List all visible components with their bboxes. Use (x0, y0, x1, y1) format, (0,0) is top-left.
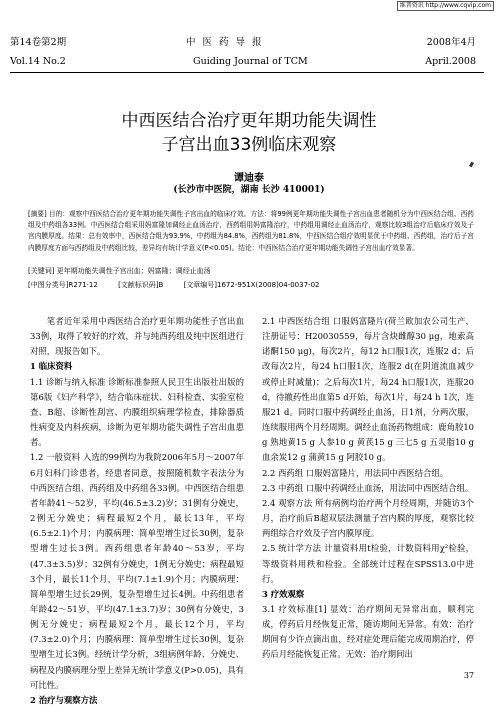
left-column-paragraph: 笔者近年采用中西医结合治疗更年期功能性子宫出血33例，取得了较好的疗效，并与纯西药组及纯中医组进行对照，现报告如下。 (30, 316, 244, 357)
author-affiliation: (长沙市中医院，湖南 长沙 410001) (173, 185, 325, 195)
journal-name-cn: 中 医 药 导 报 (186, 37, 264, 48)
article-title-line1: 中西医结合治疗更年期功能失调性 (121, 111, 377, 131)
left-column-paragraph: 2 治疗与观察方法 (30, 694, 98, 705)
abstract: [摘要] 目的：观察中西医结合治疗更年期功能失调性子宫出血的临床疗效。方法：将99例更年期功能失调性子宫出血患者随机分为中西医结合组、西药组及中药组各33例。中西医结合组采用妈富隆加调经止血汤治疗，西药组用妈富隆治疗，中药组用调经止血汤治疗，观察比较3组治疗后临床疗效及子宫内膜厚度。结果：总有效率中，西医结合组为93.9%，中药组为84.8%，西药组为81.8%，中西医结合组疗效明显优于中药组、西药组，治疗后子宫内膜厚度方面与西药组及中药组比较，差异均有统计学意义(P<0.05)。结论：中西医结合治疗更年期功能失调性子宫出血疗效显著。 (28, 210, 474, 252)
author-name: 谭迪泰 (234, 173, 264, 184)
right-column-paragraph: 2.2 西药组 口服妈富隆片，用法同中西医结合组。 (262, 467, 449, 478)
header-divider (10, 72, 484, 73)
left-column-paragraph: 1.1 诊断与纳入标准 诊断标准参照人民卫生出版社出版的第6版《妇产科学》，结合临床症状、妇科检查、实验室检查、B超、诊断性刮宫、内膜组织病理学检查，排除器质性病变及内科疾病，诊断为更年期功能失调性子宫出血患者。 (30, 376, 244, 448)
right-column (262, 314, 474, 663)
document-code: [文献标识码]B (118, 281, 164, 289)
issue-date-en: April.2008 (425, 56, 476, 67)
volume-en: Vol.14 No.2 (10, 56, 66, 67)
decorative-mark (469, 162, 474, 168)
clc-number: [中图分类号]R271·12 (28, 281, 98, 289)
page-number: 37 (463, 671, 474, 680)
journal-name-en: Guiding Journal of TCM (193, 56, 308, 67)
issue-date-cn: 2008年4月 (426, 37, 476, 48)
right-column-paragraph: 3.1 疗效标准[1] 显效：治疗期间无异常出血，顺利完成，停药后月经恢复正常，随访期间无异常。有效：治疗期间有少许点滴出血，经对症处理后能完成周期治疗，停药后月经能恢复正常。无效：治疗期间出 (262, 603, 474, 660)
right-column-paragraph: 2.4 观察方法 所有病例均治疗两个月经周期，并随访3个月，治疗前后B超双层法测量子宫内膜的厚度，观察比较两组综合疗效及子宫内膜厚度。 (262, 497, 474, 539)
right-column-paragraph: 3 疗效观察 (262, 588, 305, 599)
left-column (30, 314, 244, 708)
keywords: [关键词] 更年期功能失调性子宫出血；妈富隆；调经止血汤 (28, 267, 211, 275)
right-column-paragraph: 2.3 中药组 口服中药调经止血汤，用法同中西医结合组。 (262, 482, 474, 493)
article-title-line2: 子宫出血33例临床观察 (161, 135, 337, 155)
right-column-paragraph: 2.1 中西医结合组 口服妈富隆片(荷兰欧加农公司生产，注册证号：H20030559，每片含炔雌醇30 μg，地索高诺酮150 μg)，每次2片，每12 h口服1次，连服2 d；后改每次2片，每24 h口服1次，连服2 d(在阴道流血减少或停止时减量)；之后每次1片，每24 h口服1次，连服20 d，待撤药性出血第5 d开始，每次1片，每24 h 1次，连服21 d。同时口服中药调经止血汤，日1剂，分两次服，连续服用两个月经周期。调经止血汤药物组成：鹿角胶10 g 熟地黄15 g 人参10 g 黄芪15 g 三七5 g 五灵脂10 g 血余炭12 g 蒲黄15 g 阿胶10 g。 (262, 316, 474, 463)
watermark: 维普资讯 http://www.cqvip.com (397, 1, 494, 11)
left-column-paragraph: 1 临床资料 (30, 361, 73, 372)
article-number: [文章编号]1672-951X(2008)04-0037-02 (183, 281, 320, 289)
left-column-paragraph: 1.2 一般资料 入选的99例均为我院2006年5月～2007年6月妇科门诊患者，经患者同意，按照随机数字表法分为中西医结合组、西药组及中药组各33例。中西医结合组患者年龄41～52岁，平均(46.5±3.2)岁；31例有分娩史，2例无分娩史；病程最短2个月，最长13年，平均(6.5±2.1)个月；内膜病理：简单型增生过长30例，复杂型增生过长3例。西药组患者年龄40～53岁，平均(47.3±3.5)岁；32例有分娩史，1例无分娩史；病程最短3个月，最长11个月，平均(7.1±1.9)个月；内膜病理：简单型增生过长29例，复杂型增生过长4例。中药组患者年龄42～51岁，平均(47.1±3.7)岁；30例有分娩史，3例无分娩史；病程最短2个月，最长12个月，平均(7.3±2.0)个月；内膜病理：简单型增生过长30例，复杂型增生过长3例。经统计学分析，3组病例年龄、分娩史、病程及内膜病理分型上差异无统计学意义(P>0.05)，具有可比性。 (30, 452, 244, 690)
right-column-paragraph: 2.5 统计学方法 计量资料用t检验，计数资料用χ²检验，等级资料用秩和检验。全部统计过程在SPSS13.0中进行。 (262, 543, 474, 584)
classification-line (28, 280, 337, 290)
volume-cn: 第14卷第2期 (10, 37, 67, 48)
